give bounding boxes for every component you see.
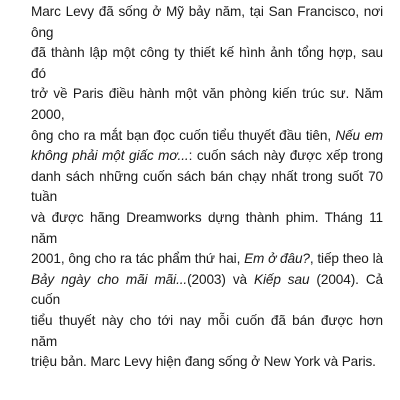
text-line-8: 2001, ông cho ra tác phẩm thứ hai, Em ở đâu?, tiếp theo là bbox=[31, 251, 383, 267]
body-paragraph bbox=[31, 2, 383, 373]
book-title-italic: Kiếp sau bbox=[253, 271, 310, 287]
text-line-5: không phải một giấc mơ...: cuốn sách này được xếp trong bbox=[31, 148, 383, 164]
text-line-6: danh sách những cuốn sách bán chạy nhất trong suốt 70 tuần bbox=[31, 168, 383, 205]
text-line-1: Marc Levy đã sống ở Mỹ bảy năm, tại San Francisco, nơi ông bbox=[31, 4, 383, 40]
text-line-10: tiểu thuyết này cho tới nay mỗi cuốn đã bán được hơn năm bbox=[31, 312, 383, 349]
book-title-italic: không phải một giấc mơ... bbox=[31, 148, 189, 164]
text-line-11: triệu bản. Marc Levy hiện đang sống ở New York và Paris. bbox=[31, 354, 376, 370]
text-line-7: và được hãng Dreamworks dựng thành phim. Tháng 11 năm bbox=[31, 209, 383, 246]
text-line-2: đã thành lập một công ty thiết kế hình ảnh tổng hợp, sau đó bbox=[31, 45, 383, 81]
text-line-4: ông cho ra mắt bạn đọc cuốn tiểu thuyết đầu tiên, Nếu em bbox=[31, 127, 383, 143]
book-title-italic: Bảy ngày cho mãi mãi... bbox=[31, 271, 188, 287]
book-title-italic: Em ở đâu? bbox=[244, 251, 310, 267]
text-line-3: trở về Paris điều hành một văn phòng kiến trúc sư. Năm 2000, bbox=[31, 86, 383, 122]
book-title-italic: Nếu em bbox=[335, 127, 383, 143]
text-line-9: Bảy ngày cho mãi mãi...(2003) và Kiếp sau (2004). Cả cuốn bbox=[31, 271, 383, 308]
